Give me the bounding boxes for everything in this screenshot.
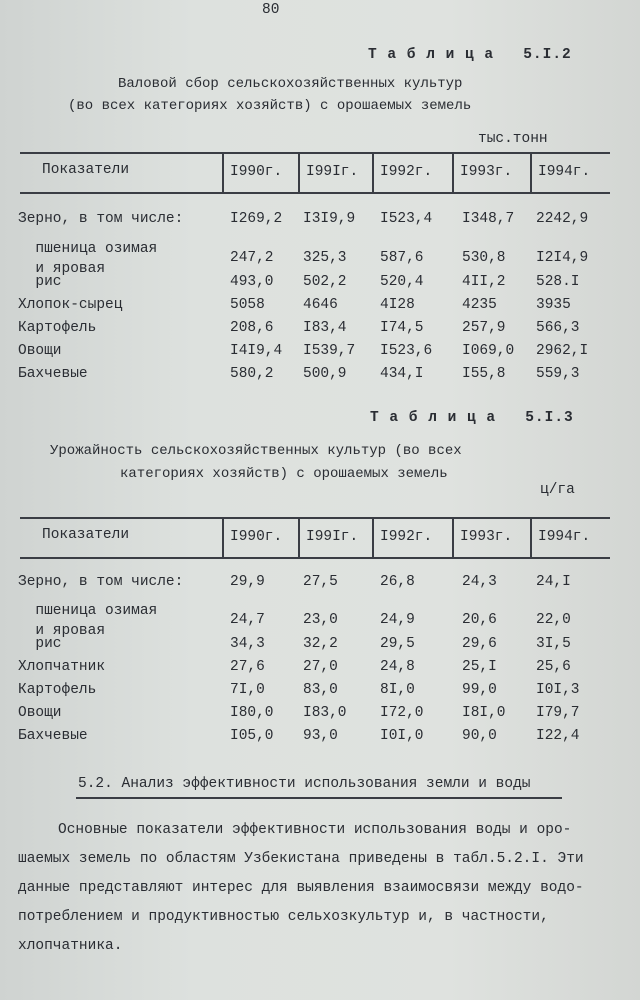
table2-cell: 99,0 (462, 682, 497, 698)
section-heading: 5.2. Анализ эффективности использования земли и воды (78, 776, 531, 792)
table2-caption: Т а б л и ц а 5.I.3 (370, 410, 574, 426)
table2-cell: 3I,5 (536, 636, 571, 652)
table2-header-label: Показатели (42, 527, 130, 543)
table1-cell: 502,2 (303, 274, 347, 290)
section-heading-underline (76, 797, 562, 799)
table2-cell: 32,2 (303, 636, 338, 652)
table1-row-label: пшеница озимая и яровая (35, 241, 158, 277)
table1-cell: I348,7 (462, 211, 515, 227)
table2-column-divider (530, 517, 532, 557)
table2-header-year: I993г. (460, 529, 513, 545)
table1-cell: 5058 (230, 297, 265, 313)
table2-cell: 24,7 (230, 612, 265, 628)
paragraph-line: шаемых земель по областям Узбекистана приведены в табл.5.2.I. Эти (18, 851, 584, 867)
table2-column-divider (298, 517, 300, 557)
table2-cell: 22,0 (536, 612, 571, 628)
table1-cell: I269,2 (230, 211, 283, 227)
table2-header-year: I992г. (380, 529, 433, 545)
table2-row-label: Бахчевые (18, 728, 88, 744)
table1-cell: I069,0 (462, 343, 515, 359)
table1-cell: I3I9,9 (303, 211, 356, 227)
table1-cell: 528.I (536, 274, 580, 290)
table1-cell: 325,3 (303, 250, 347, 266)
table1-cell: 559,3 (536, 366, 580, 382)
table2-column-divider (222, 517, 224, 557)
table2-cell: I0I,0 (380, 728, 424, 744)
table1-cell: I2I4,9 (536, 250, 589, 266)
table1-cell: 566,3 (536, 320, 580, 336)
table1-cell: 2962,I (536, 343, 589, 359)
table1-column-divider (372, 152, 374, 192)
table2-cell: 25,I (462, 659, 497, 675)
table1-cell: 2242,9 (536, 211, 589, 227)
table1-top-rule (20, 152, 610, 154)
table2-cell: 23,0 (303, 612, 338, 628)
table2-row-label: Картофель (18, 682, 97, 698)
table2-row-label: Хлопчатник (18, 659, 106, 675)
table2-cell: 24,3 (462, 574, 497, 590)
table1-header-year: I99Iг. (306, 164, 359, 180)
table1-row-label: Овощи (18, 343, 62, 359)
paragraph-line: данные представляют интерес для выявления взаимосвязи между водо- (18, 880, 584, 896)
table1-row-label: Зерно, в том числе: (18, 211, 184, 227)
table1-row-label: Картофель (18, 320, 97, 336)
table1-cell: I83,4 (303, 320, 347, 336)
table1-cell: 493,0 (230, 274, 274, 290)
table1-column-divider (452, 152, 454, 192)
table1-cell: I55,8 (462, 366, 506, 382)
table1-cell: 520,4 (380, 274, 424, 290)
table2-cell: 29,9 (230, 574, 265, 590)
table2-title-line1: Урожайность сельскохозяйственных культур (во всех (50, 443, 462, 459)
table2-cell: 29,6 (462, 636, 497, 652)
table2-cell: 25,6 (536, 659, 571, 675)
table2-cell: I8I,0 (462, 705, 506, 721)
table2-cell: 34,3 (230, 636, 265, 652)
table2-cell: 27,6 (230, 659, 265, 675)
table2-unit: ц/га (540, 482, 575, 498)
table2-column-divider (372, 517, 374, 557)
table1-cell: 434,I (380, 366, 424, 382)
table1-cell: I539,7 (303, 343, 356, 359)
table2-cell: I22,4 (536, 728, 580, 744)
table2-row-label: Овощи (18, 705, 62, 721)
table2-cell: 26,8 (380, 574, 415, 590)
table1-cell: 208,6 (230, 320, 274, 336)
table2-column-divider (452, 517, 454, 557)
table2-header-year: I990г. (230, 529, 283, 545)
table2-header-rule (20, 557, 610, 559)
table2-cell: I05,0 (230, 728, 274, 744)
table2-cell: I80,0 (230, 705, 274, 721)
table1-cell: 500,9 (303, 366, 347, 382)
table1-column-divider (298, 152, 300, 192)
table1-row-label: Хлопок-сырец (18, 297, 123, 313)
table2-cell: 20,6 (462, 612, 497, 628)
table1-unit: тыс.тонн (478, 131, 548, 147)
table2-header-year: I99Iг. (306, 529, 359, 545)
table2-cell: 7I,0 (230, 682, 265, 698)
table1-header-year: I992г. (380, 164, 433, 180)
table1-cell: 4646 (303, 297, 338, 313)
table1-header-year: I994г. (538, 164, 591, 180)
table1-cell: 587,6 (380, 250, 424, 266)
table2-cell: 8I,0 (380, 682, 415, 698)
table2-cell: 90,0 (462, 728, 497, 744)
table2-row-label: Зерно, в том числе: (18, 574, 184, 590)
table1-caption: Т а б л и ц а 5.I.2 (368, 47, 572, 63)
table1-header-year: I993г. (460, 164, 513, 180)
table1-cell: 580,2 (230, 366, 274, 382)
table1-cell: I523,4 (380, 211, 433, 227)
table2-cell: 29,5 (380, 636, 415, 652)
table1-row-label: Бахчевые (18, 366, 88, 382)
paragraph-line: хлопчатника. (18, 938, 123, 954)
table1-cell: 3935 (536, 297, 571, 313)
table2-top-rule (20, 517, 610, 519)
table2-cell: I72,0 (380, 705, 424, 721)
table2-cell: 27,5 (303, 574, 338, 590)
table2-cell: 24,9 (380, 612, 415, 628)
table1-title-line2: (во всех категориях хозяйств) с орошаемых земель (68, 98, 472, 114)
table2-row-label: пшеница озимая и яровая (35, 603, 158, 639)
table2-cell: 24,8 (380, 659, 415, 675)
table1-cell: I4I9,4 (230, 343, 283, 359)
table1-cell: 257,9 (462, 320, 506, 336)
table1-header-label: Показатели (42, 162, 130, 178)
table2-header-year: I994г. (538, 529, 591, 545)
table1-header-rule (20, 192, 610, 194)
table1-column-divider (530, 152, 532, 192)
table1-cell: 4I28 (380, 297, 415, 313)
table1-column-divider (222, 152, 224, 192)
table2-cell: 27,0 (303, 659, 338, 675)
paragraph-line: потреблением и продуктивностью сельхозкультур и, в частности, (18, 909, 549, 925)
table2-cell: I79,7 (536, 705, 580, 721)
page-number: 80 (262, 2, 280, 18)
table1-row-label: рис (18, 274, 62, 290)
table2-title-line2: категориях хозяйств) с орошаемых земель (120, 466, 448, 482)
table1-cell: 4II,2 (462, 274, 506, 290)
table2-cell: I0I,3 (536, 682, 580, 698)
table2-row-label: рис (18, 636, 62, 652)
paragraph-line: Основные показатели эффективности использования воды и оро- (58, 822, 572, 838)
table2-cell: I83,0 (303, 705, 347, 721)
table2-cell: 83,0 (303, 682, 338, 698)
table1-cell: 247,2 (230, 250, 274, 266)
table1-header-year: I990г. (230, 164, 283, 180)
table1-title-line1: Валовой сбор сельскохозяйственных культур (118, 76, 463, 92)
table2-cell: 24,I (536, 574, 571, 590)
table1-cell: 4235 (462, 297, 497, 313)
table2-cell: 93,0 (303, 728, 338, 744)
table1-cell: I523,6 (380, 343, 433, 359)
table1-cell: I74,5 (380, 320, 424, 336)
table1-cell: 530,8 (462, 250, 506, 266)
